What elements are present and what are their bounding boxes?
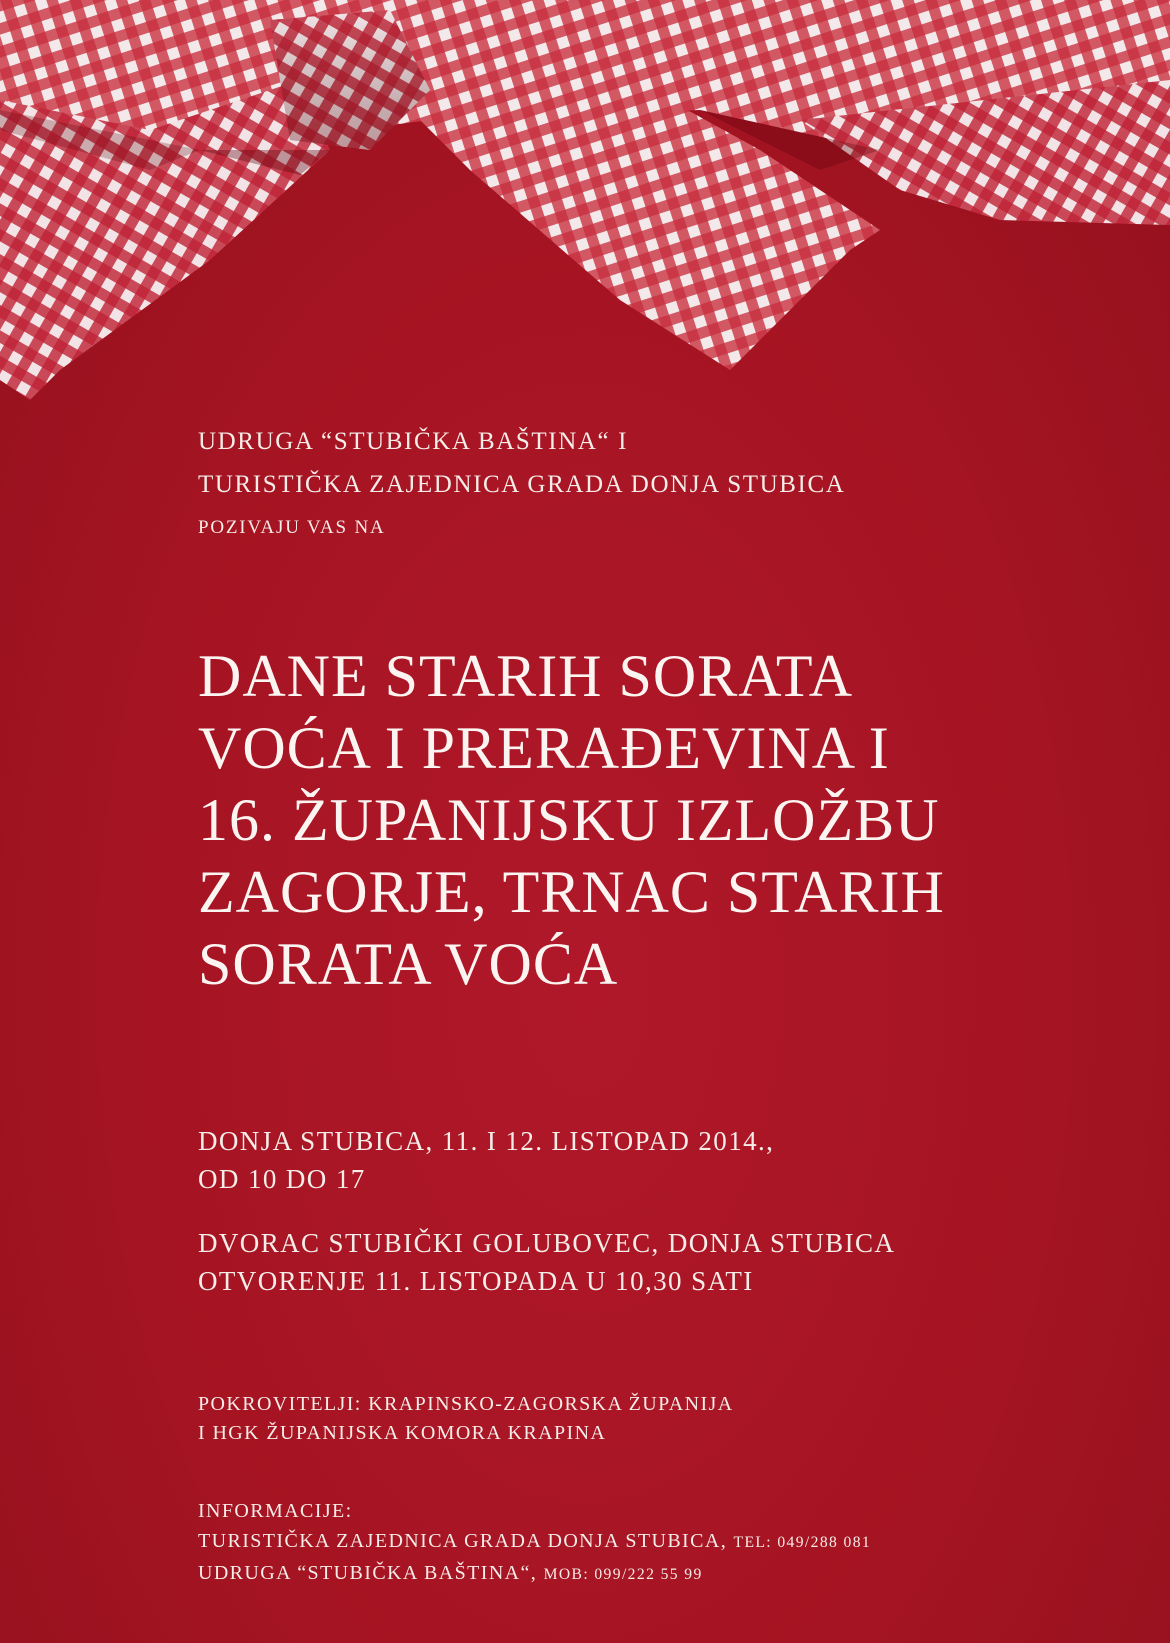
- event-hours: OD 10 DO 17: [198, 1164, 366, 1194]
- schedule-block: [198, 1122, 895, 1300]
- info-tourist-board-name: TURISTIČKA ZAJEDNICA GRADA DONJA STUBICA,: [198, 1530, 728, 1552]
- event-title-line-2: VOĆA I PRERAĐEVINA I: [198, 715, 890, 781]
- event-title-line-5: SORATA VOĆA: [198, 931, 619, 997]
- patrons-line-1: POKROVITELJI: KRAPINSKO-ZAGORSKA ŽUPANIJA: [198, 1393, 734, 1415]
- event-title-line-3: 16. ŽUPANIJSKU IZLOŽBU: [198, 787, 940, 853]
- patrons-line-2: I HGK ŽUPANIJSKA KOMORA KRAPINA: [198, 1422, 607, 1444]
- event-title: [198, 640, 945, 1000]
- gingham-ribbon-bow-image: [0, 0, 1170, 420]
- info-contact-tourist-board: [198, 1526, 871, 1558]
- info-contact-association: [198, 1558, 871, 1590]
- info-association-name: UDRUGA “STUBIČKA BAŠTINA“,: [198, 1562, 538, 1584]
- organizer-line-association: UDRUGA “STUBIČKA BAŠTINA“ I: [198, 428, 629, 455]
- invitation-line: POZIVAJU VAS NA: [198, 517, 386, 538]
- patrons-block: [198, 1390, 734, 1448]
- info-block: [198, 1496, 871, 1590]
- event-title-line-4: ZAGORJE, TRNAC STARIH: [198, 859, 945, 925]
- info-heading: INFORMACIJE:: [198, 1500, 353, 1522]
- info-association-mobile: MOB: 099/222 55 99: [543, 1566, 703, 1583]
- event-opening: OTVORENJE 11. LISTOPADA U 10,30 SATI: [198, 1266, 754, 1296]
- event-venue: DVORAC STUBIČKI GOLUBOVEC, DONJA STUBICA: [198, 1228, 896, 1258]
- event-date: DONJA STUBICA, 11. I 12. LISTOPAD 2014.,: [198, 1126, 775, 1156]
- event-title-line-1: DANE STARIH SORATA: [198, 643, 854, 709]
- info-tourist-board-phone: TEL: 049/288 081: [733, 1534, 872, 1551]
- organizer-line-tourist-board: TURISTIČKA ZAJEDNICA GRADA DONJA STUBICA: [198, 471, 846, 498]
- organizers-block: [198, 420, 845, 549]
